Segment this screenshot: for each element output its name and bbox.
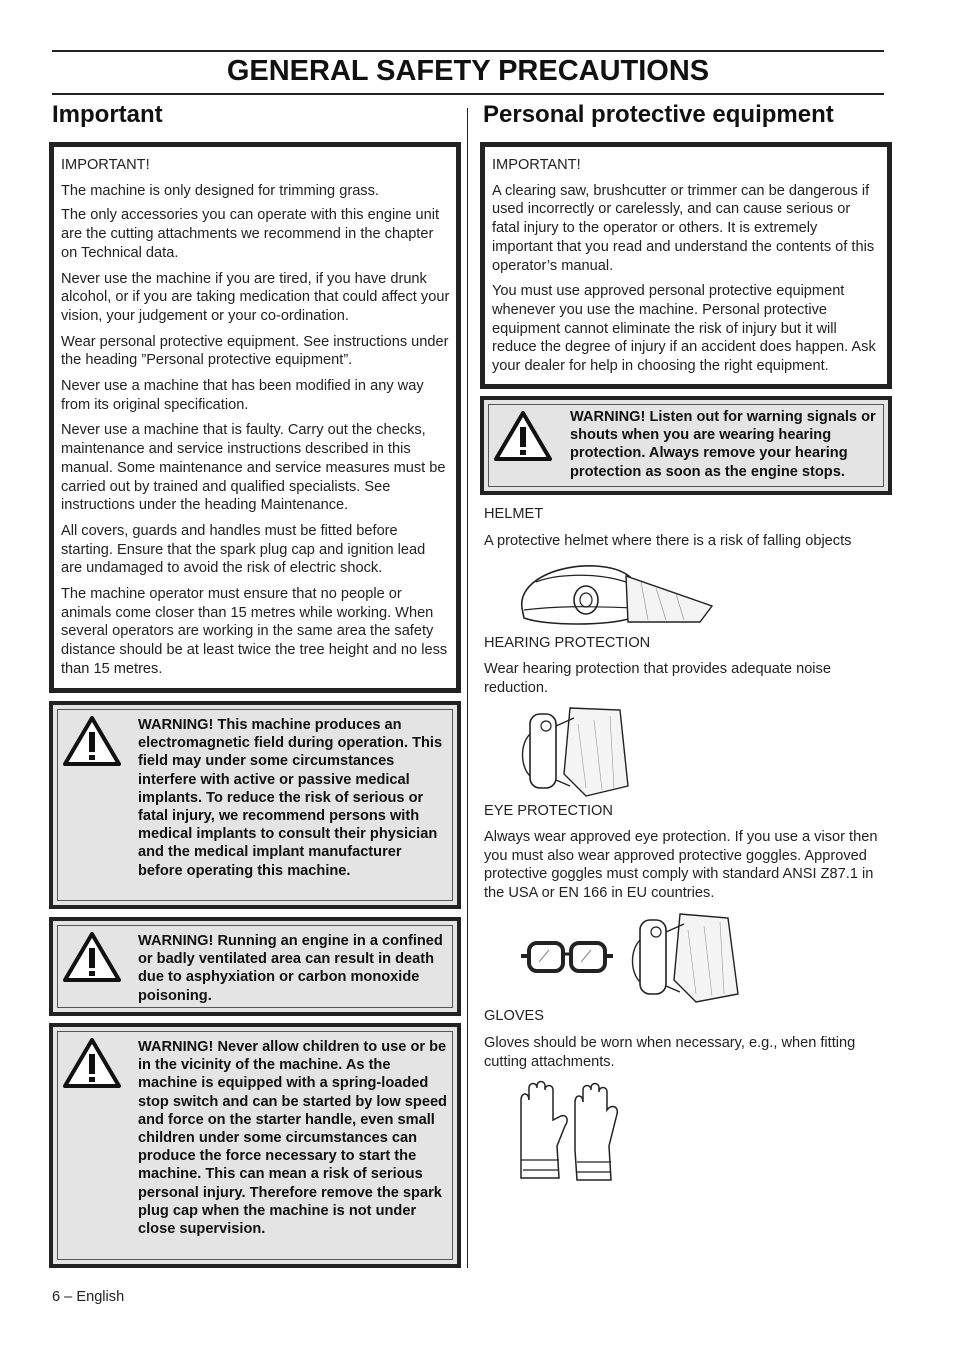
helmet-text: A protective helmet where there is a risk of falling objects [484,533,852,549]
important-paragraph: Never use the machine if you are tired, if you have drunk alcohol, or if you are taking medication that could affect your vision, your judgement or your co-ordination. [61,270,450,324]
column-divider [467,108,468,1268]
header-rule-top [52,50,884,52]
helmet-icon [516,560,716,630]
eye-text: Always wear approved eye protection. If you use a visor then you must also wear approved protective goggles. Approved protective goggles must comply with standard ANSI Z87.1 in the USA or EN 166 in EU countries. [484,829,878,902]
important-paragraph: All covers, guards and handles must be fitted before starting. Ensure that the spark plug cap and ignition lead are undamaged to avoid the risk of electric shock. [61,522,426,577]
warning-box-electromagnetic [49,701,461,909]
important-box-left [49,142,461,693]
section-heading-ppe: Personal protective equipment [483,101,834,128]
warning-box-children [49,1023,461,1268]
warning-triangle-icon [62,715,122,767]
eye-title: EYE PROTECTION [484,803,613,819]
important-box-right [480,142,892,389]
header-rule-bottom [52,93,884,95]
gloves-title: GLOVES [484,1008,545,1024]
important-paragraph: The only accessories you can operate with this engine unit are the cutting attachments we recommend in the chapter on Technical data. [61,207,440,261]
hearing-title: HEARING PROTECTION [484,635,651,651]
warning-text: WARNING! This machine produces an electromagnetic field during operation. This field may under some circumstances interfere with active or passive medical implants. To reduce the risk of serious or fatal injury, we recommend persons with medical implants to consult their physician and the medical implant manufacturer before operating this machine. [138,717,443,879]
important-paragraph: You must use approved personal protective equipment whenever you use the machine. Personal protective equipment cannot eliminate the risk of injury but it will reduce the degree of injury if an accident does happen. Ask your dealer for help in choosing the right equipment. [492,283,876,375]
important-paragraph: Never use a machine that is faulty. Carry out the checks, maintenance and service instructions described in this manual. Some maintenance and service measures must be carried out by trained and qualified specialists. See instructions under the heading Maintenance. [61,422,446,514]
warning-text: WARNING! Running an engine in a confined or badly ventilated area can result in death due to asphyxiation or carbon monoxide poisoning. [138,933,443,1004]
warning-triangle-icon [62,1037,122,1089]
important-paragraph: Wear personal protective equipment. See instructions under the heading ”Personal protective equipment”. [61,333,449,369]
goggles-icon [517,938,617,978]
warning-triangle-icon [62,931,122,983]
helmet-title: HELMET [484,506,544,522]
visor-icon [628,910,742,1004]
hearing-text: Wear hearing protection that provides adequate noise reduction. [484,661,831,696]
page-footer: 6 – English [52,1289,125,1305]
important-paragraph: The machine operator must ensure that no people or animals come closer than 15 metres while working. When several operators are working in the same area the safety distance should be at least twice the tree height and no less than 15 metres. [61,586,448,677]
warning-text: WARNING! Listen out for warning signals or shouts when you are wearing hearing protection. Always remove your hearing protection as soon as the engine stops. [570,409,876,480]
important-paragraph: Never use a machine that has been modified in any way from its original specification. [61,378,424,413]
important-paragraph: A clearing saw, brushcutter or trimmer can be dangerous if used incorrectly or carelessly, and can cause serious or fatal injury to the operator or others. It is extremely important that you read and understand the contents of this operator’s manual. [492,182,875,274]
hearing-protection-icon [516,704,632,798]
important-label: IMPORTANT! [61,157,150,173]
important-label: IMPORTANT! [492,157,581,173]
gloves-text: Gloves should be worn when necessary, e.g., when fitting cutting attachments. [484,1035,856,1070]
gloves-icon [515,1080,625,1186]
section-heading-important: Important [52,101,163,128]
warning-text: WARNING! Never allow children to use or be in the vicinity of the machine. As the machine is equipped with a spring-loaded stop switch and can be started by low speed and force on the starter handle, even small children under some circumstances can produce the force necessary to start the machine. This can mean a risk of serious personal injury. Therefore remove the spark plug cap when the machine is not under close supervision. [138,1039,447,1238]
page-title: GENERAL SAFETY PRECAUTIONS [226,55,710,87]
warning-triangle-icon [493,410,553,462]
warning-box-carbon-monoxide [49,917,461,1016]
warning-box-hearing [480,396,892,495]
important-paragraph: The machine is only designed for trimming grass. [61,182,379,199]
